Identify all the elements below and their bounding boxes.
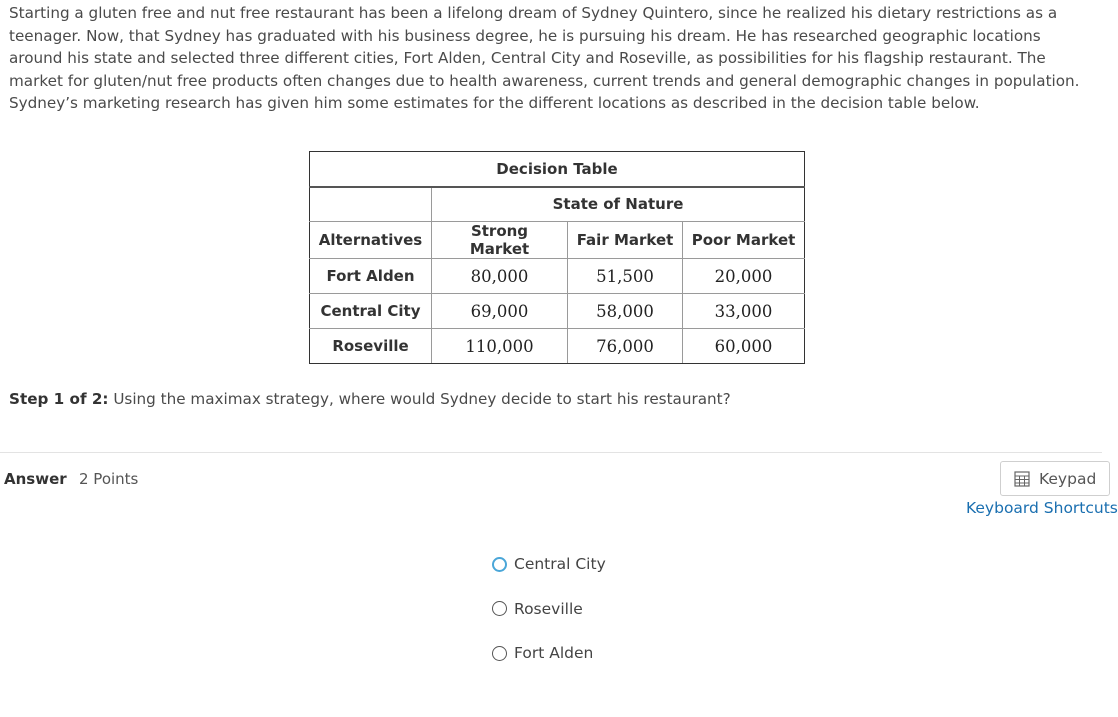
- row-label-central-city: Central City: [310, 294, 432, 329]
- decision-table: [309, 151, 805, 364]
- table-cell: 51,500: [568, 259, 683, 294]
- column-header-fair-market: Fair Market: [568, 222, 683, 259]
- column-header-poor-market: Poor Market: [683, 222, 805, 259]
- section-divider: [0, 452, 1102, 453]
- keypad-button[interactable]: [1000, 461, 1110, 496]
- table-cell: 110,000: [432, 329, 568, 364]
- option-central-city[interactable]: [492, 552, 606, 576]
- column-header-strong-market: Strong Market: [432, 222, 568, 259]
- table-row: [310, 259, 805, 294]
- option-label: Central City: [514, 555, 606, 573]
- column-header-alternatives: Alternatives: [310, 222, 432, 259]
- state-of-nature-header: State of Nature: [432, 187, 805, 222]
- option-fort-alden[interactable]: [492, 641, 606, 665]
- table-title: Decision Table: [310, 152, 805, 187]
- radio-button[interactable]: [492, 646, 507, 661]
- points-label: 2 Points: [79, 470, 139, 488]
- table-corner-cell: [310, 187, 432, 222]
- answer-label: Answer: [4, 470, 67, 488]
- step-prefix: Step 1 of 2:: [9, 390, 109, 408]
- keyboard-shortcuts-link[interactable]: Keyboard Shortcuts: [966, 499, 1118, 517]
- option-label: Fort Alden: [514, 644, 594, 662]
- table-cell: 76,000: [568, 329, 683, 364]
- problem-statement: Starting a gluten free and nut free restaurant has been a lifelong dream of Sydney Quintero, since he realized his dietary restrictions as a teenager. Now, that Sydney has graduated with his business degree, he is pursuing his dream. He has researched geographic locations around his state and selected three different cities, Fort Alden, Central City and Roseville, as possibilities for his flagship restaurant. The market for gluten/nut free products often changes due to health awareness, current trends and general demographic changes in population. Sydney’s marketing research has given him some estimates for the different locations as described in the decision table below.: [9, 4, 1080, 112]
- keypad-label: Keypad: [1039, 469, 1097, 488]
- row-label-fort-alden: Fort Alden: [310, 259, 432, 294]
- table-cell: 60,000: [683, 329, 805, 364]
- table-row: [310, 329, 805, 364]
- table-cell: 33,000: [683, 294, 805, 329]
- keypad-icon: [1014, 471, 1030, 487]
- option-roseville[interactable]: [492, 597, 606, 621]
- answer-options: [492, 552, 606, 686]
- table-cell: 69,000: [432, 294, 568, 329]
- radio-button[interactable]: [492, 601, 507, 616]
- row-label-roseville: Roseville: [310, 329, 432, 364]
- table-row: [310, 294, 805, 329]
- radio-button[interactable]: [492, 557, 507, 572]
- step-question: [9, 390, 731, 408]
- table-cell: 20,000: [683, 259, 805, 294]
- table-cell: 58,000: [568, 294, 683, 329]
- table-cell: 80,000: [432, 259, 568, 294]
- step-text: Using the maximax strategy, where would Sydney decide to start his restaurant?: [113, 390, 731, 408]
- option-label: Roseville: [514, 599, 583, 618]
